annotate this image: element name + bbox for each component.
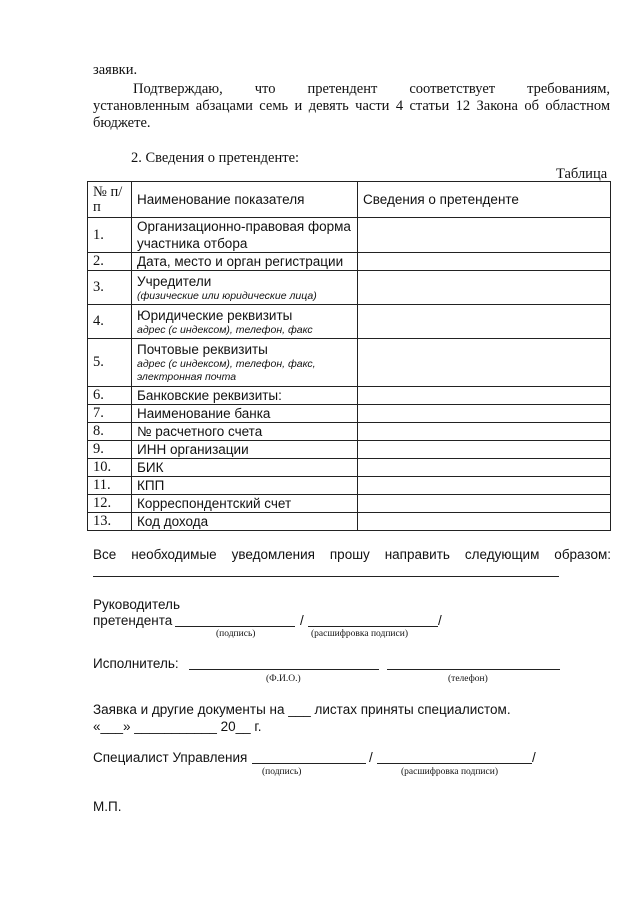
accepted-date: «___» ___________ 20__ г. <box>93 719 262 734</box>
row-value-cell[interactable] <box>358 253 611 271</box>
head-label-line-1: Руководитель <box>93 597 180 612</box>
row-hint: (физические или юридические лица) <box>137 289 317 302</box>
row-value-cell[interactable] <box>358 477 611 495</box>
row-number: 4. <box>88 305 132 339</box>
row-number: 6. <box>88 387 132 405</box>
row-label: Банковские реквизиты: <box>137 388 282 403</box>
stamp-place: М.П. <box>93 799 122 814</box>
row-label: Юридические реквизиты <box>137 307 293 323</box>
intro-fragment: заявки. <box>93 62 138 78</box>
table-row <box>88 495 611 513</box>
row-value-cell[interactable] <box>358 271 611 305</box>
confirm-text-line-1: Подтверждаю, что претендент соответствует требованиям, <box>133 81 610 97</box>
row-number: 12. <box>88 495 132 513</box>
row-label: Организационно-правовая форма участника отбора <box>137 219 351 251</box>
row-label-cell <box>132 387 358 405</box>
row-label-cell <box>132 459 358 477</box>
sign-caption: (подпись) <box>216 629 256 639</box>
row-label: ИНН организации <box>137 442 249 457</box>
row-number: 5. <box>88 339 132 387</box>
applicant-info-table <box>87 181 611 531</box>
table-row <box>88 477 611 495</box>
row-label: Почтовые реквизиты <box>137 342 268 357</box>
row-label: Наименование банка <box>137 406 271 421</box>
row-number: 8. <box>88 423 132 441</box>
executor-label: Исполнитель: <box>93 656 179 671</box>
specialist-label: Специалист Управления <box>93 750 248 765</box>
row-label-cell <box>132 513 358 531</box>
row-value-cell[interactable] <box>358 387 611 405</box>
sign-caption-2: (подпись) <box>262 767 302 777</box>
fio-caption: (Ф.И.О.) <box>266 674 301 684</box>
table-row <box>88 271 611 305</box>
row-value-cell[interactable] <box>358 459 611 477</box>
table-row <box>88 423 611 441</box>
specialist-signature-line[interactable] <box>252 763 366 764</box>
table-row <box>88 305 611 339</box>
row-value-cell[interactable] <box>358 218 611 253</box>
section-title: 2. Сведения о претенденте: <box>131 150 300 166</box>
row-label: Код дохода <box>137 514 209 529</box>
phone-caption: (телефон) <box>448 674 488 684</box>
row-number: 13. <box>88 513 132 531</box>
row-label-cell <box>132 339 358 387</box>
header-name: Наименование показателя <box>132 182 358 218</box>
row-number: 1. <box>88 218 132 253</box>
header-num: № п/п <box>88 182 132 218</box>
table-row <box>88 253 611 271</box>
row-number: 9. <box>88 441 132 459</box>
row-value-cell[interactable] <box>358 305 611 339</box>
table-row <box>88 339 611 387</box>
row-value-cell[interactable] <box>358 513 611 531</box>
specialist-decode-line[interactable] <box>377 763 532 764</box>
row-value-cell[interactable] <box>358 423 611 441</box>
row-number: 2. <box>88 253 132 271</box>
decode-caption: (расшифровка подписи) <box>311 629 408 639</box>
row-label: КПП <box>137 478 165 493</box>
header-info: Сведения о претенденте <box>358 182 611 218</box>
row-label-cell <box>132 218 358 253</box>
head-decode-line[interactable] <box>308 626 438 627</box>
row-value-cell[interactable] <box>358 495 611 513</box>
row-value-cell[interactable] <box>358 405 611 423</box>
row-label: Дата, место и орган регистрации <box>137 254 344 269</box>
row-label-cell <box>132 405 358 423</box>
accepted-text: Заявка и другие документы на ___ листах приняты специалистом. <box>93 702 511 717</box>
executor-fio-line[interactable] <box>189 669 379 670</box>
row-label-cell <box>132 477 358 495</box>
row-label: Учредители <box>137 273 212 289</box>
table-header-row <box>88 182 611 218</box>
row-number: 3. <box>88 271 132 305</box>
executor-phone-line[interactable] <box>387 669 560 670</box>
row-label-cell <box>132 423 358 441</box>
table-row <box>88 441 611 459</box>
table-row <box>88 513 611 531</box>
row-label-cell <box>132 495 358 513</box>
row-label: БИК <box>137 460 164 475</box>
row-number: 10. <box>88 459 132 477</box>
table-caption: Таблица <box>556 166 608 182</box>
table-row <box>88 218 611 253</box>
decode-caption-2: (расшифровка подписи) <box>401 767 498 777</box>
row-label-cell <box>132 305 358 339</box>
notifications-line[interactable] <box>93 576 559 577</box>
confirm-text-line-3: бюджете. <box>93 115 151 131</box>
row-value-cell[interactable] <box>358 441 611 459</box>
table-row <box>88 405 611 423</box>
table-row <box>88 387 611 405</box>
row-number: 11. <box>88 477 132 495</box>
row-hint: адрес (с индексом), телефон, факс, электронная почта <box>137 358 316 383</box>
head-label-line-2: претендента <box>93 613 173 628</box>
notifications-text: Все необходимые уведомления прошу направить следующим образом: <box>93 547 611 562</box>
row-number: 7. <box>88 405 132 423</box>
row-label-cell <box>132 271 358 305</box>
head-signature-line[interactable] <box>175 626 295 627</box>
row-label-cell <box>132 441 358 459</box>
table-row <box>88 459 611 477</box>
row-label-cell <box>132 253 358 271</box>
row-hint: адрес (с индексом), телефон, факс <box>137 323 313 336</box>
row-value-cell[interactable] <box>358 339 611 387</box>
row-label: № расчетного счета <box>137 424 263 439</box>
confirm-text-line-2: установленным абзацами семь и девять части 4 статьи 12 Закона об областном <box>93 98 610 114</box>
row-label: Корреспондентский счет <box>137 496 292 511</box>
